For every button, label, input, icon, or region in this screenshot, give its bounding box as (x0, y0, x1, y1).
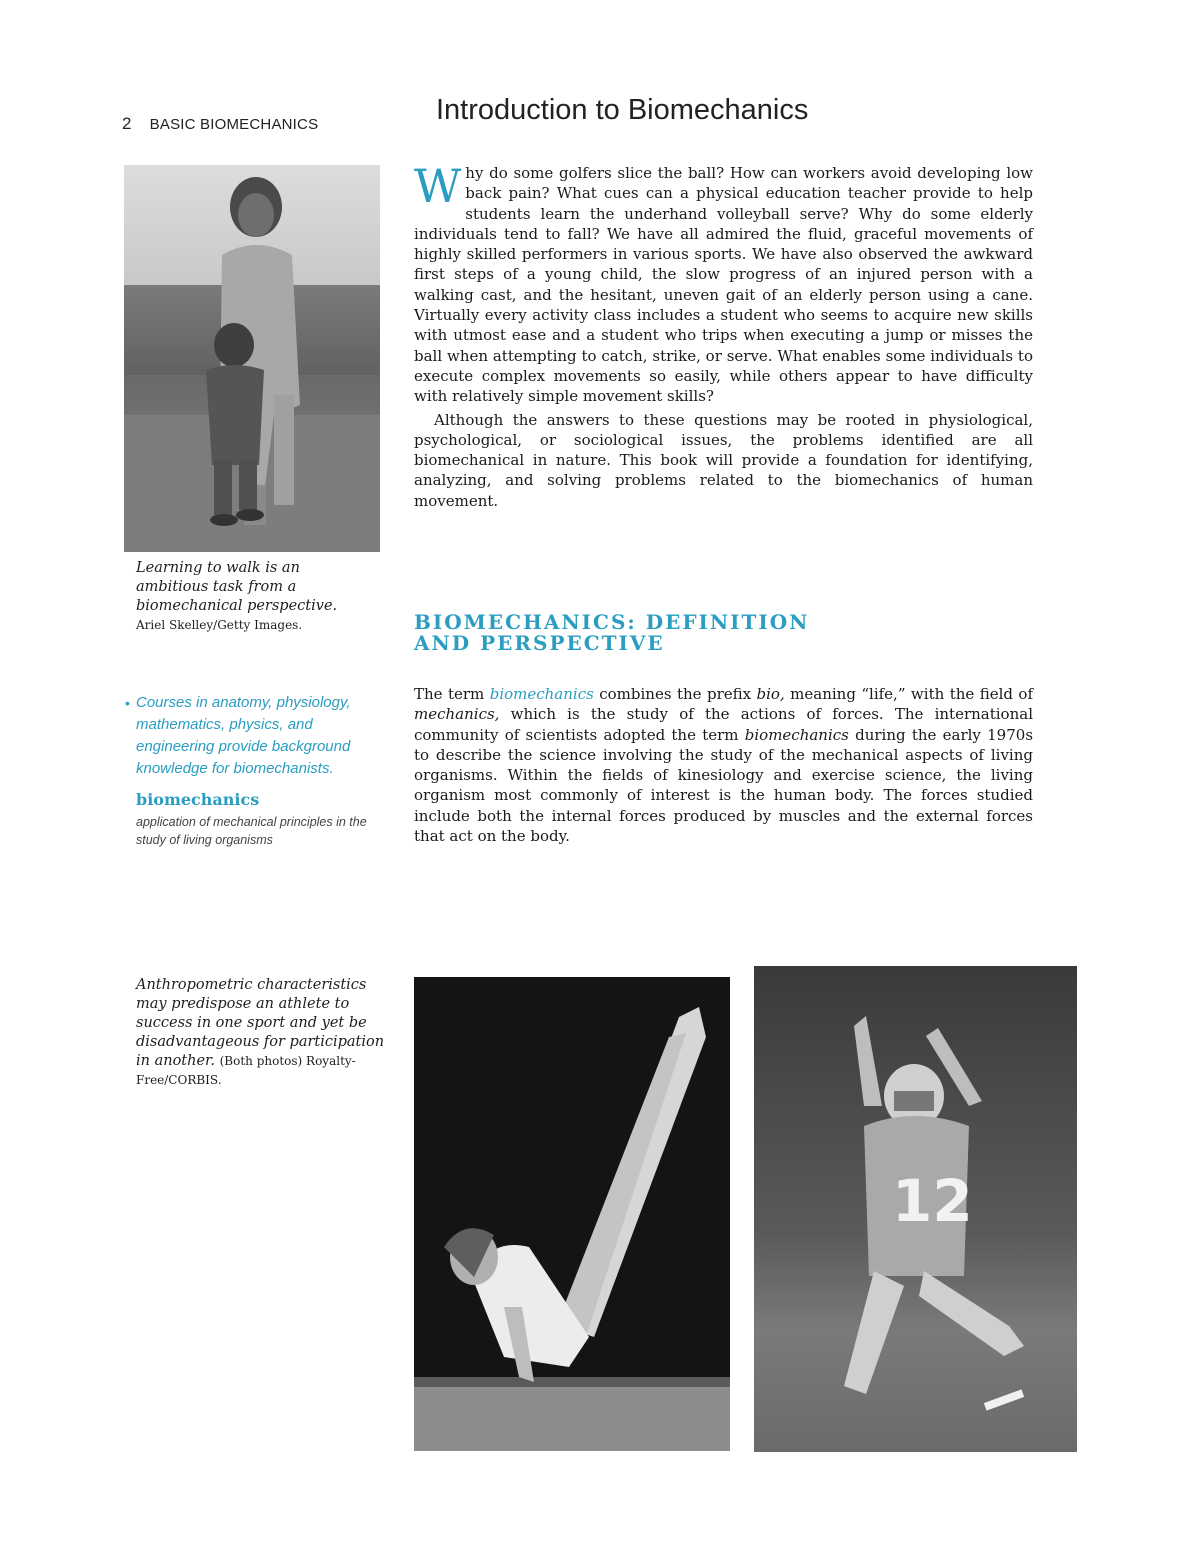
figure2-caption-text: Anthropometric characteristics may predispose an athlete to success in one sport and yet be disadvantageous for participation in another. (136, 977, 385, 1069)
section-text-part3: meaning “life,” with the field of (784, 685, 1033, 703)
section-text-part5: during the early 1970s to describe the science involving the study of the mechanical aspects of living organisms. Within the fields of kinesiology and exercise science, the living organism most commonly of interest is the human body. The forces studied include both the internal forces produced by muscles and the external forces that act on the body. (414, 725, 1034, 846)
section-heading-line1: BIOMECHANICS: DEFINITION (414, 610, 810, 634)
section-text (414, 684, 1033, 846)
figure2-credit: (Both photos) Royalty-Free/CORBIS. (136, 1054, 356, 1087)
photo-gymnast (414, 977, 730, 1451)
section-heading (414, 612, 809, 654)
section-paragraph (414, 684, 1033, 846)
page-title: Introduction to Biomechanics (436, 94, 809, 126)
running-head-title: BASIC BIOMECHANICS (149, 116, 319, 133)
bullet-icon: • (125, 695, 130, 711)
football-player-image (754, 966, 1077, 1452)
running-head (122, 114, 318, 134)
glossary-term: biomechanics (136, 790, 260, 809)
figure1-caption-text: Learning to walk is an ambitious task from a biomechanical perspective. (136, 560, 338, 614)
drop-cap: W (414, 159, 462, 213)
photo-football-player (754, 966, 1077, 1452)
figure2-caption (136, 976, 386, 1090)
section-text-part4: which is the study of the actions of forces. The international community of scientists adopted the term (414, 705, 1033, 744)
figure1-caption (136, 559, 366, 635)
intro-paragraph-1 (414, 159, 1033, 407)
figure1-credit: Ariel Skelley/Getty Images. (136, 618, 303, 632)
page-number: 2 (122, 114, 132, 133)
intro-text (414, 159, 1033, 511)
section-text-part2: combines the prefix (593, 685, 757, 703)
italic-mechanics: mechanics, (414, 705, 500, 724)
intro-paragraph-1-text: hy do some golfers slice the ball? How can workers avoid developing low back pain? What cues can a physical education teacher provide to help students learn the underhand volleyball serve? Why do some elderly individuals tend to fall? We have all admired the fluid, graceful movements of highly skilled performers in various sports. We have also observed the awkward first steps of a young child, the slow progress of an injured person with a walking cast, and the hesitant, uneven gait of an elderly person using a cane. Virtually every activity class includes a student who seems to acquire new skills with utmost ease and a student who trips when executing a jump or misses the ball when attempting to catch, strike, or serve. What enables some individuals to execute complex movements so easily, while others appear to have difficulty with relatively simple movement skills? (414, 164, 1033, 406)
section-heading-line2: AND PERSPECTIVE (414, 631, 665, 655)
jersey-number: 12 (892, 1167, 973, 1235)
italic-bio: bio, (756, 685, 785, 703)
intro-paragraph-2: Although the answers to these questions may be rooted in physiological, psychological, or sociological issues, the problems identified are all biomechanical in nature. This book will provide a foundation for identifying, analyzing, and solving problems related to the biomechanics of human movement. (414, 410, 1033, 510)
italic-biomechanics: biomechanics (744, 725, 849, 744)
children-walking-image (124, 165, 380, 552)
margin-note-text: Courses in anatomy, physiology, mathematics, physics, and engineering provide background knowledge for biomechanists. (136, 694, 351, 777)
glossary-definition: application of mechanical principles in the study of living organisms (136, 815, 367, 847)
margin-note (125, 692, 386, 780)
section-text-part1: The term (414, 685, 490, 703)
photo-children-walking (124, 165, 380, 552)
gymnast-image (414, 977, 730, 1451)
keyword-biomechanics: biomechanics (489, 685, 594, 703)
